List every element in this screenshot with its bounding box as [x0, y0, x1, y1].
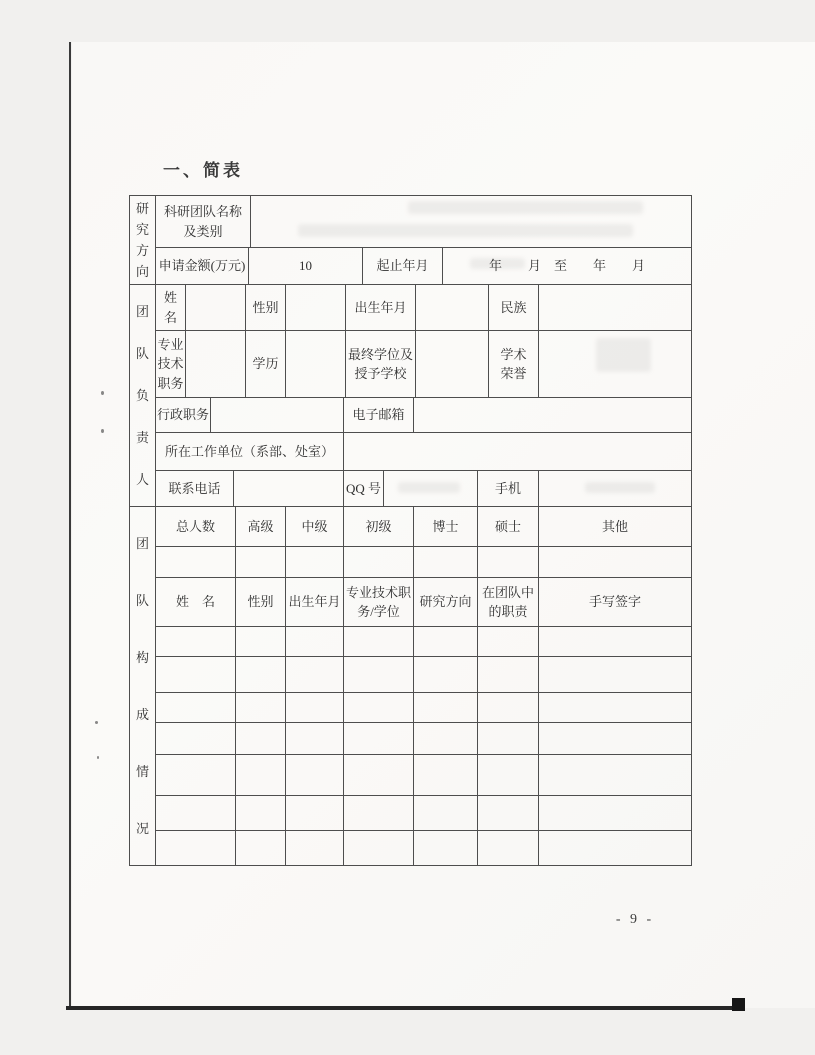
leader-education-value-cell: [285, 330, 346, 398]
leader-degree-label-cell: 最终学位及授予学校: [345, 330, 416, 398]
empty-cell: [285, 722, 344, 755]
composition-junior-header-cell: 初级: [343, 506, 414, 547]
empty-cell: [285, 626, 344, 657]
team-name-label-cell: 科研团队名称及类别: [155, 195, 251, 248]
document-title: 一、简表: [163, 161, 243, 180]
empty-cell: [343, 754, 414, 796]
empty-cell: [235, 795, 286, 831]
leader-gender-label-cell: 性别: [245, 284, 286, 331]
empty-cell: [343, 692, 414, 723]
empty-cell: [343, 795, 414, 831]
empty-cell: [155, 795, 236, 831]
leader-phone-label-cell: 联系电话: [155, 470, 234, 507]
empty-cell: [343, 830, 414, 866]
leader-workunit-label-cell: 所在工作单位（系部、处室）: [155, 432, 344, 471]
empty-cell: [155, 754, 236, 796]
empty-cell: [235, 626, 286, 657]
composition-senior-header-cell: 高级: [235, 506, 286, 547]
empty-cell: [538, 722, 692, 755]
leader-name-value-cell: [185, 284, 246, 331]
leader-ethnicity-value-cell: [538, 284, 692, 331]
member-title-degree-header-cell: 专业技术职务/学位: [343, 577, 414, 627]
empty-cell: [477, 692, 539, 723]
duration-label-cell: 起止年月: [362, 247, 443, 285]
leader-title-label-cell: 专业技术职务: [155, 330, 186, 398]
empty-cell: [413, 656, 478, 693]
leader-honor-value-cell: [538, 330, 692, 398]
empty-cell: [285, 830, 344, 866]
empty-cell: [155, 656, 236, 693]
member-duty-header-cell: 在团队中的职责: [477, 577, 539, 627]
composition-master-header-cell: 硕士: [477, 506, 539, 547]
empty-cell: [477, 830, 539, 866]
leader-birth-label-cell: 出生年月: [345, 284, 416, 331]
leader-honor-label-cell: 学术荣誉: [488, 330, 539, 398]
empty-cell: [155, 830, 236, 866]
leader-email-label-cell: 电子邮箱: [343, 397, 414, 433]
empty-cell: [413, 692, 478, 723]
empty-cell: [413, 830, 478, 866]
leader-qq-label-cell: QQ 号: [343, 470, 384, 507]
composition-doctor-header-cell: 博士: [413, 506, 478, 547]
empty-cell: [285, 692, 344, 723]
empty-cell: [285, 795, 344, 831]
empty-cell: [155, 722, 236, 755]
empty-cell: [235, 692, 286, 723]
empty-cell: [538, 830, 692, 866]
empty-cell: [477, 795, 539, 831]
empty-cell: [155, 546, 236, 578]
leader-ethnicity-label-cell: 民族: [488, 284, 539, 331]
team-name-value-cell: [250, 195, 692, 248]
leader-name-label-cell: 姓名: [155, 284, 186, 331]
empty-cell: [343, 722, 414, 755]
section-team-leader: 团队负责人: [129, 284, 156, 507]
page-number: - 9 -: [615, 912, 655, 927]
duration-value-cell: 年 月 至 年 月: [442, 247, 692, 285]
empty-cell: [538, 626, 692, 657]
empty-cell: [413, 722, 478, 755]
empty-cell: [285, 754, 344, 796]
leader-email-value-cell: [413, 397, 692, 433]
leader-title-value-cell: [185, 330, 246, 398]
leader-admin-value-cell: [210, 397, 344, 433]
leader-phone-value-cell: [233, 470, 344, 507]
empty-cell: [477, 626, 539, 657]
leader-birth-value-cell: [415, 284, 489, 331]
empty-cell: [343, 656, 414, 693]
empty-cell: [477, 546, 539, 578]
empty-cell: [235, 830, 286, 866]
empty-cell: [538, 754, 692, 796]
member-birth-header-cell: 出生年月: [285, 577, 344, 627]
empty-cell: [413, 754, 478, 796]
empty-cell: [235, 722, 286, 755]
empty-cell: [235, 754, 286, 796]
empty-cell: [477, 656, 539, 693]
amount-value-cell: 10: [248, 247, 363, 285]
empty-cell: [155, 626, 236, 657]
empty-cell: [235, 546, 286, 578]
empty-cell: [413, 626, 478, 657]
leader-qq-value-cell: [383, 470, 478, 507]
empty-cell: [538, 692, 692, 723]
empty-cell: [235, 656, 286, 693]
amount-label-cell: 申请金额(万元): [155, 247, 249, 285]
leader-admin-label-cell: 行政职务: [155, 397, 211, 433]
leader-mobile-value-cell: [538, 470, 692, 507]
empty-cell: [538, 795, 692, 831]
member-signature-header-cell: 手写签字: [538, 577, 692, 627]
empty-cell: [285, 546, 344, 578]
leader-degree-value-cell: [415, 330, 489, 398]
composition-middle-header-cell: 中级: [285, 506, 344, 547]
section-research-direction: 研究方向: [129, 195, 156, 285]
empty-cell: [477, 754, 539, 796]
composition-total-header-cell: 总人数: [155, 506, 236, 547]
empty-cell: [343, 546, 414, 578]
empty-cell: [413, 546, 478, 578]
member-research-header-cell: 研究方向: [413, 577, 478, 627]
empty-cell: [538, 546, 692, 578]
empty-cell: [343, 626, 414, 657]
leader-mobile-label-cell: 手机: [477, 470, 539, 507]
section-team-composition: 团队构成情况: [129, 506, 156, 866]
leader-education-label-cell: 学历: [245, 330, 286, 398]
empty-cell: [413, 795, 478, 831]
empty-cell: [477, 722, 539, 755]
leader-workunit-value-cell: [343, 432, 692, 471]
member-name-header-cell: 姓 名: [155, 577, 236, 627]
leader-gender-value-cell: [285, 284, 346, 331]
member-gender-header-cell: 性别: [235, 577, 286, 627]
composition-other-header-cell: 其他: [538, 506, 692, 547]
empty-cell: [285, 656, 344, 693]
empty-cell: [155, 692, 236, 723]
empty-cell: [538, 656, 692, 693]
